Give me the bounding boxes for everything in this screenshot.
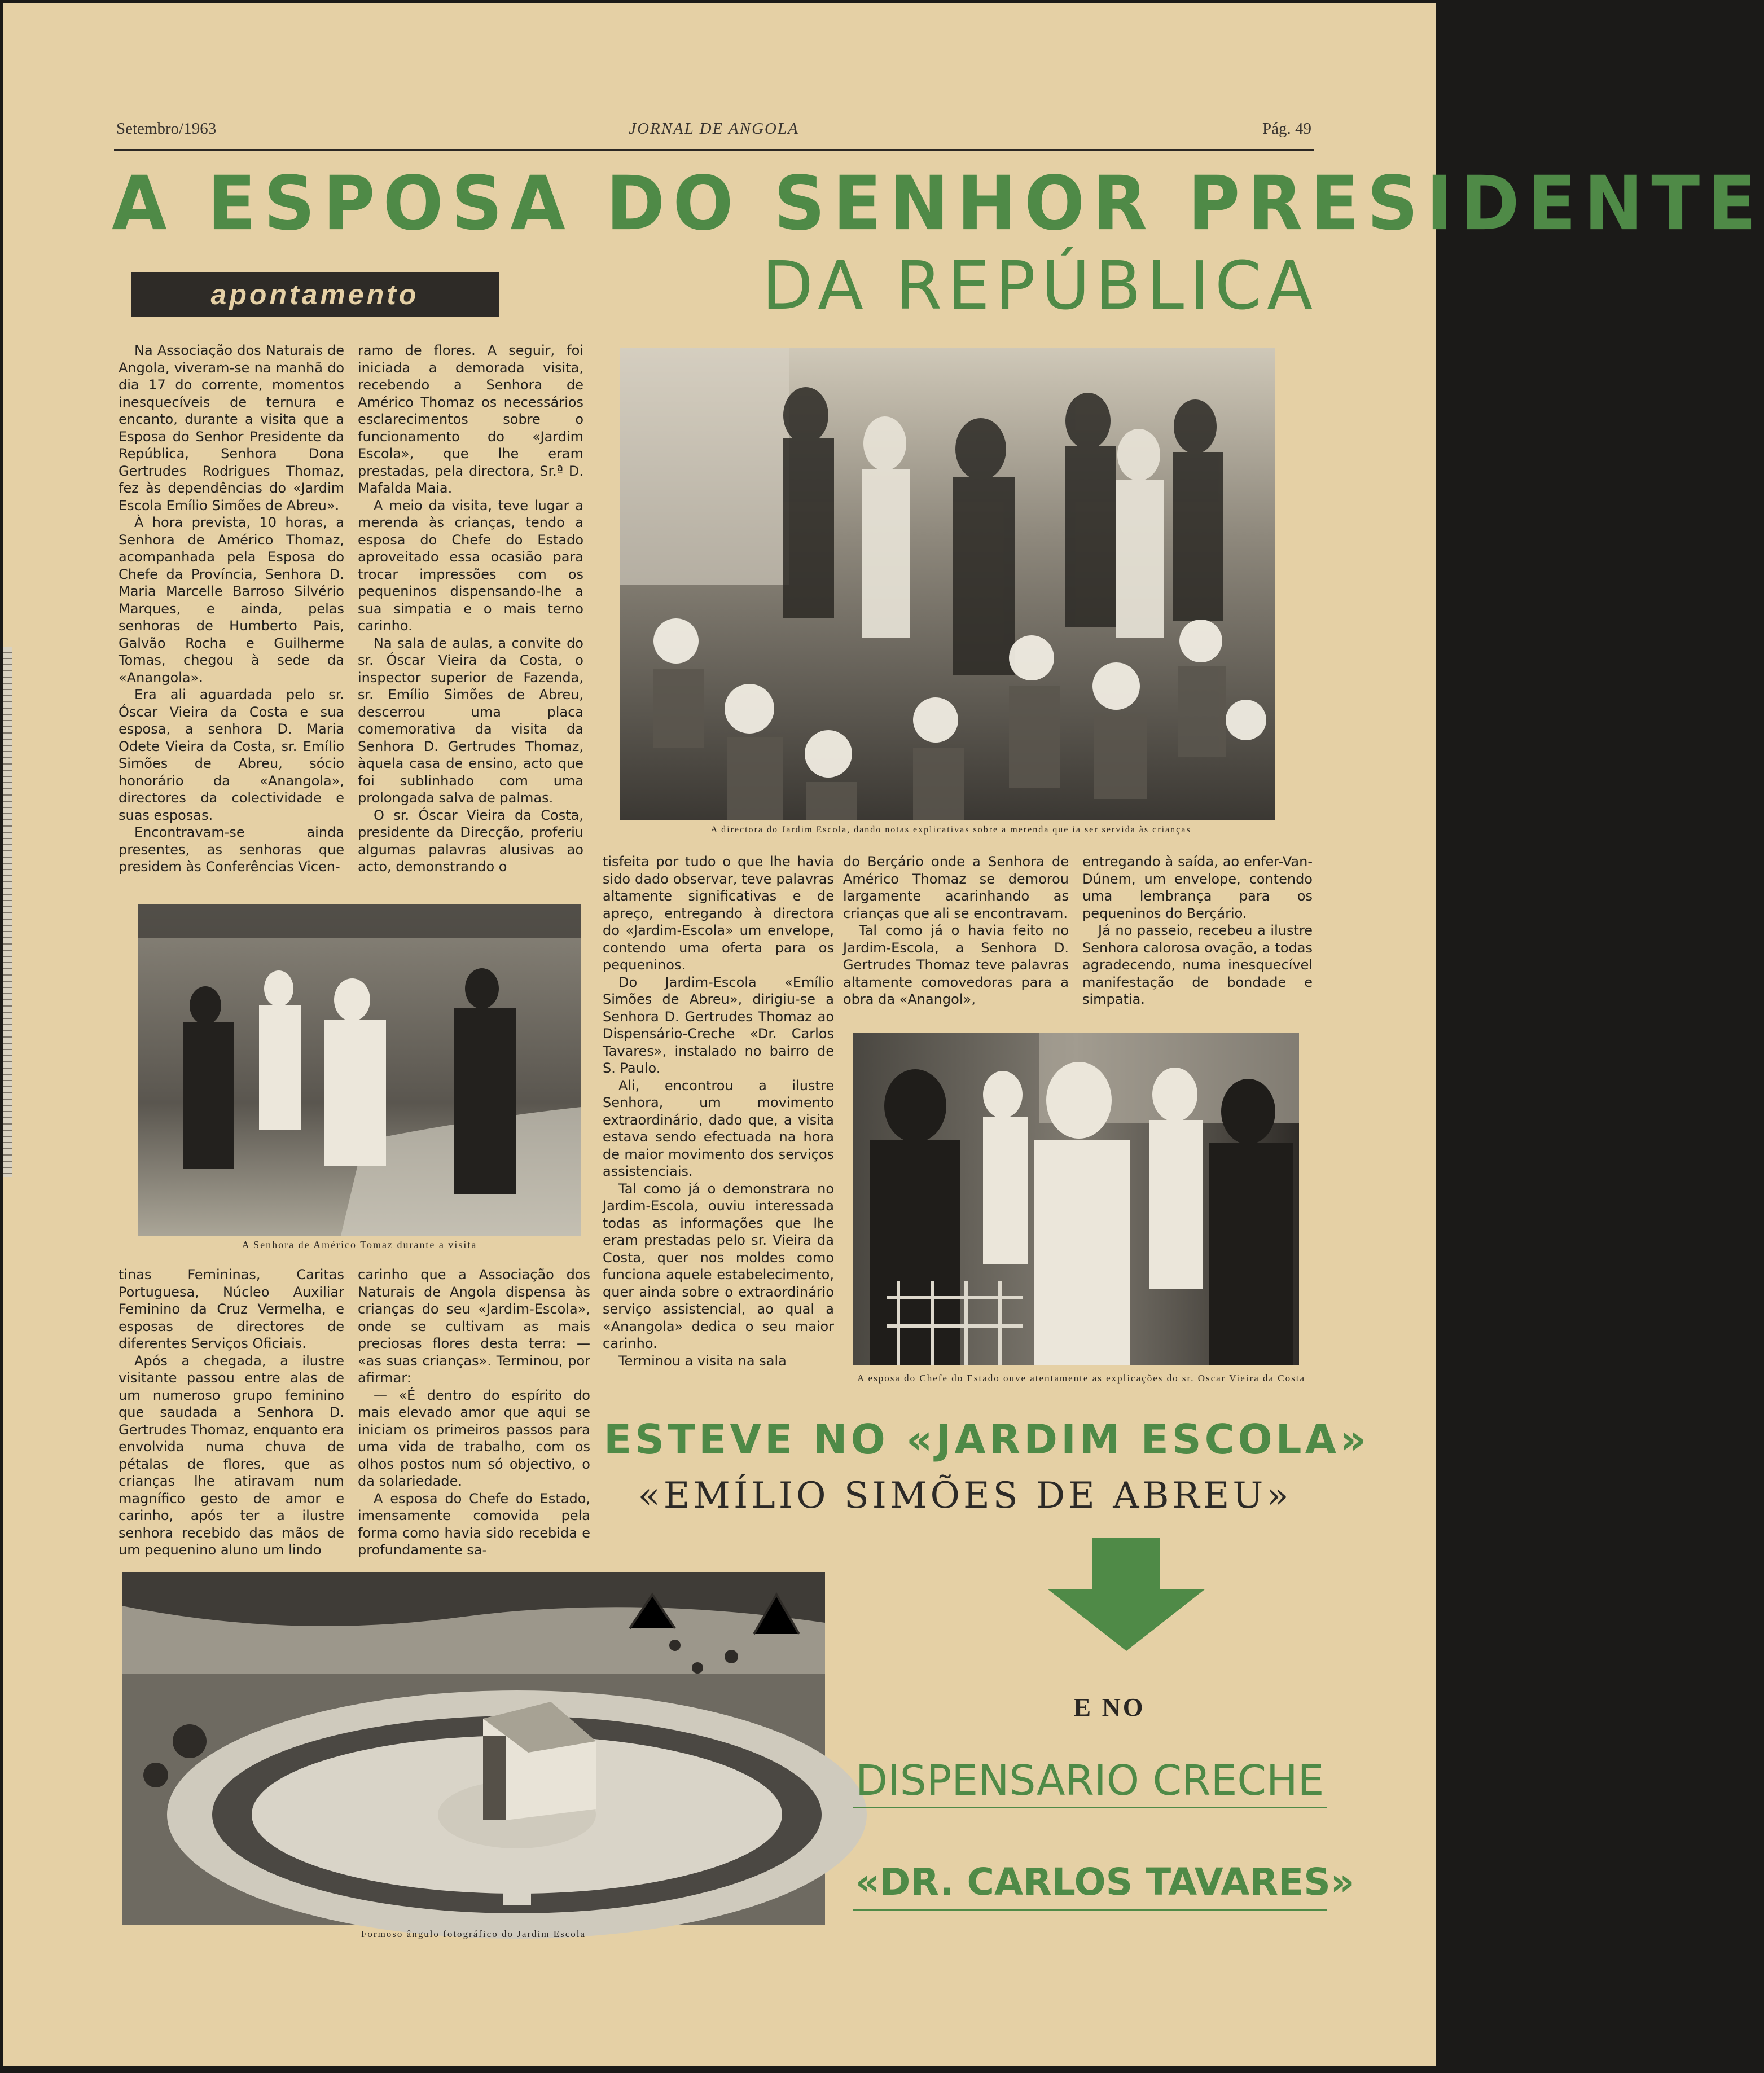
photo-children-merenda bbox=[620, 348, 1275, 820]
photo-garden-aerial-image bbox=[122, 1572, 825, 1925]
paragraph: O sr. Óscar Vieira da Costa, presidente da Direcção, proferiu algumas palavras alusivas ao acto, demonstrando o bbox=[358, 807, 583, 875]
photo-children-merenda-image bbox=[620, 348, 1275, 820]
paragraph: carinho que a Associação dos Naturais de Angola dispensa às crianças do seu «Jardim-Escola», onde se cultivam as mais preciosas flores desta terra: — «as suas crianças». Terminou, por afirmar: bbox=[358, 1267, 590, 1386]
photo-caption-3: A esposa do Chefe do Estado ouve atentamente as explicações do sr. Oscar Vieira da Costa bbox=[857, 1373, 1306, 1384]
photo-explanations bbox=[853, 1033, 1299, 1365]
paragraph: A meio da visita, teve lugar a merenda às crianças, tendo a esposa do Chefe do Estado aproveitado essa ocasião para trocar impressões com os pequeninos dispensando-lhe a sua simpatia e o mais terno carinho. bbox=[358, 497, 583, 634]
promo-underline bbox=[853, 1807, 1327, 1808]
paragraph: Tal como já o havia feito no Jardim-Escola, a Senhora D. Gertrudes Thomaz teve palavras altamente comovedoras para a obra da «Anangol», bbox=[843, 923, 1069, 1007]
article-column-1-top bbox=[119, 342, 344, 906]
header-rule bbox=[114, 149, 1314, 151]
down-arrow-icon bbox=[1047, 1538, 1205, 1651]
paragraph: Terminou a visita na sala bbox=[618, 1352, 787, 1369]
promo-emilio-simoes: «EMÍLIO SIMÕES DE ABREU» bbox=[638, 1475, 1292, 1517]
promo-e-no: E NO bbox=[1073, 1693, 1146, 1721]
paragraph: do Berçário onde a Senhora de Américo Thomaz se demorou largamente acarinhando as crianças que ali se encontravam. bbox=[843, 854, 1069, 921]
photo-explanations-image bbox=[853, 1033, 1299, 1365]
photo-visit-walk bbox=[138, 904, 581, 1236]
promo-esteve-no-jardim: ESTEVE NO «JARDIM ESCOLA» bbox=[604, 1416, 1370, 1463]
scan-ruler bbox=[3, 647, 12, 1177]
photo-caption-2: A Senhora de Américo Tomaz durante a visita bbox=[242, 1239, 477, 1250]
paragraph: A esposa do Chefe do Estado, imensamente comovida pela forma como havia sido recebida e profundamente sa- bbox=[358, 1490, 590, 1558]
headline-line-2: DA REPÚBLICA bbox=[762, 247, 1318, 324]
paragraph: Na sala de aulas, a convite do sr. Óscar Vieira da Costa, o inspector superior de Fazenda, sr. Emílio Simões de Abreu, descerrou uma placa comemorativa da visita da Senhora D. Gertrudes Thomaz, àquela casa de ensino, acto que foi sublinhado com uma prolongada salva de palmas. bbox=[358, 635, 583, 806]
paragraph: Encontravam-se ainda presentes, as senhoras que presidem às Conferências Vicen- bbox=[119, 824, 344, 875]
article-column-3 bbox=[603, 853, 834, 1406]
photo-garden-aerial bbox=[122, 1572, 825, 1925]
article-column-1-bottom bbox=[119, 1266, 344, 1560]
paragraph: tisfeita por tudo o que lhe havia sido dado observar, teve palavras altamente significativas e de apreço, entregando à directora do «Jardim-Escola» um envelope, contendo uma oferta para os pequeninos. bbox=[603, 854, 834, 973]
paragraph: Ali, encontrou a ilustre Senhora, um movimento extraordinário, dado que, a visita estava sendo efectuada na hora de maior movimento dos serviços assistenciais. bbox=[603, 1077, 834, 1179]
section-tag: apontamento bbox=[131, 272, 499, 317]
paragraph: Era ali aguardada pelo sr. Óscar Vieira da Costa e sua esposa, a senhora D. Maria Odete Vieira da Costa, sr. Emílio Simões de Abreu, sócio honorário da «Anangola», directores da colectividade e suas esposas. bbox=[119, 687, 344, 823]
paragraph: Do Jardim-Escola «Emílio Simões de Abreu», dirigiu-se a Senhora D. Gertrudes Thomaz ao Dispensário-Creche «Dr. Carlos Tavares», instalado no bairro de S. Paulo. bbox=[603, 974, 834, 1076]
newspaper-page bbox=[3, 3, 1764, 2066]
paragraph: tinas Femininas, Caritas Portuguesa, Núcleo Auxiliar Feminino da Cruz Vermelha, e esposas de directores de diferentes Serviços Oficiais. bbox=[119, 1267, 344, 1351]
paragraph: Na Associação dos Naturais de Angola, viveram-se na manhã do dia 17 do corrente, momentos inesquecíveis de ternura e encanto, durante a visita que a Esposa do Senhor Presidente da República, Senhora Dona Gertrudes Rodrigues Thomaz, fez às dependências do «Jardim Escola Emílio Simões de Abreu». bbox=[119, 342, 344, 513]
article-column-2-bottom bbox=[358, 1266, 590, 1560]
promo-dispensario-creche: DISPENSARIO CRECHE bbox=[855, 1756, 1324, 1805]
page-number: Pág. 49 bbox=[1262, 120, 1311, 138]
paragraph: Tal como já o demonstrara no Jardim-Escola, ouviu interessada todas as informações que lhe eram prestadas pelo sr. Vieira da Costa, quer nos moldes como funciona aquele estabelecimento, quer ainda sobre o extraordinário serviço assistencial, ao qual a «Anangola» dedica o seu maior carinho. bbox=[603, 1180, 834, 1351]
photo-caption-4: Formoso ângulo fotográfico do Jardim Escola bbox=[361, 1929, 586, 1939]
page-header bbox=[116, 120, 1311, 142]
article-column-4 bbox=[843, 853, 1069, 1034]
article-column-5 bbox=[1082, 853, 1313, 1034]
photo-caption-1: A directora do Jardim Escola, dando notas explicativas sobre a merenda que ia ser servida às crianças bbox=[710, 825, 1191, 835]
paragraph: — «É dentro do espírito do mais elevado amor que aqui se iniciam os primeiros passos para uma vida de trabalho, com os olhos postos num só objectivo, o da solariedade. bbox=[358, 1387, 590, 1489]
issue-date: Setembro/1963 bbox=[116, 120, 217, 138]
headline-line-1: A ESPOSA DO SENHOR PRESIDENTE bbox=[112, 160, 1764, 247]
photo-visit-walk-image bbox=[138, 904, 581, 1236]
paragraph: À hora prevista, 10 horas, a Senhora de Américo Thomaz, acompanhada pela Esposa do Chefe da Província, Senhora D. Maria Marcelle Barroso Silvério Marques, e ainda, pelas senhoras de Humberto Pais, Galvão Rocha e Guilherme Tomas, chegou à sede da «Anangola». bbox=[119, 515, 344, 686]
paragraph: entregando à saída, ao enfer-Van-Dúnem, um envelope, contendo uma lembrança para os pequeninos do Berçário. bbox=[1082, 854, 1313, 921]
promo-dr-carlos-tavares: «DR. CARLOS TAVARES» bbox=[855, 1860, 1355, 1904]
journal-name: JORNAL DE ANGOLA bbox=[629, 120, 799, 138]
paragraph: ramo de flores. A seguir, foi iniciada a demorada visita, recebendo a Senhora de Américo Thomaz os necessários esclarecimentos sobre o funcionamento do «Jardim Escola», que lhe eram prestadas, pela directora, Sr.ª D. Mafalda Maia. bbox=[358, 342, 583, 496]
paragraph: Já no passeio, recebeu a ilustre Senhora calorosa ovação, a todas agradecendo, numa inesquecível manifestação de bondade e simpatia. bbox=[1082, 923, 1313, 1007]
promo-underline bbox=[853, 1909, 1327, 1911]
paragraph: Após a chegada, a ilustre visitante passou entre alas de um numeroso grupo feminino que saudada a Senhora D. Gertrudes Thomaz, enquanto era envolvida numa chuva de pétalas de flores, que as crianças lhe atiravam num magnífico gesto de amor e carinho, após ter a ilustre senhora recebido das mãos de um pequenino aluno um lindo bbox=[119, 1352, 344, 1558]
article-column-2-top bbox=[358, 342, 583, 906]
